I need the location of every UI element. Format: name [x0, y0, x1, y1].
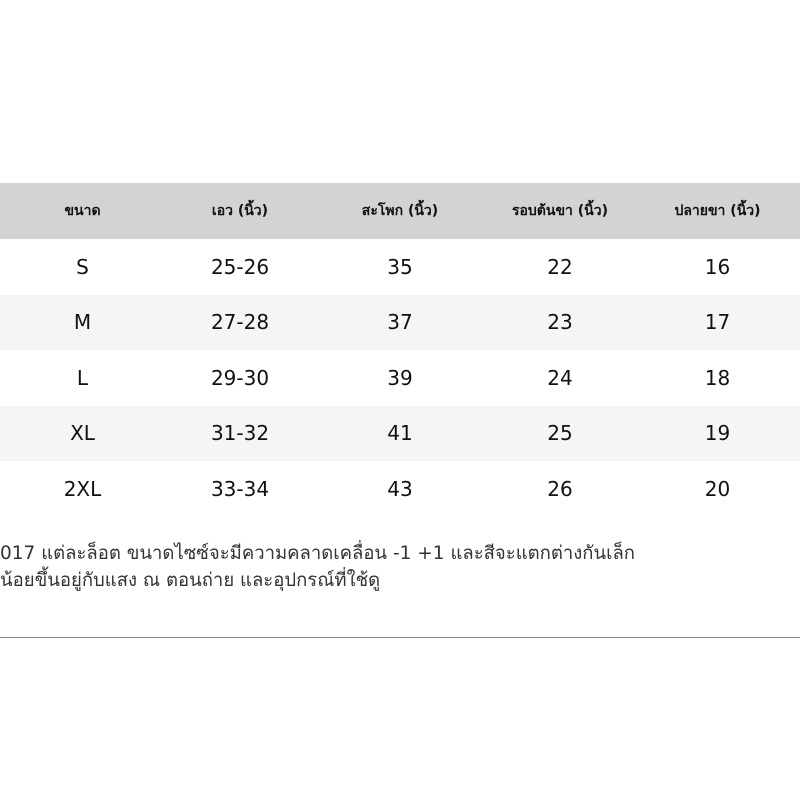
cell-thigh: 25 — [547, 421, 573, 446]
divider-line — [0, 637, 800, 638]
cell-hip: 35 — [387, 254, 413, 279]
cell-size: XL — [70, 421, 95, 446]
cell-waist: 25-26 — [210, 254, 270, 279]
cell-thigh: 26 — [547, 476, 573, 501]
header-size: ขนาด — [64, 203, 101, 219]
table-row — [0, 239, 800, 295]
header-leg-opening: ปลายขา (นิ้ว) — [674, 203, 761, 219]
cell-leg-opening: 19 — [704, 421, 731, 446]
table-row — [0, 350, 800, 406]
cell-hip: 39 — [387, 365, 413, 390]
cell-thigh: 22 — [547, 254, 573, 279]
header-waist: เอว (นิ้ว) — [211, 203, 269, 219]
table-header-row — [0, 183, 800, 239]
header-thigh: รอบต้นขา (นิ้ว) — [511, 203, 608, 219]
table-row — [0, 406, 800, 462]
cell-size: 2XL — [63, 476, 102, 501]
cell-leg-opening: 16 — [704, 254, 731, 279]
cell-thigh: 23 — [547, 310, 573, 335]
cell-size: M — [73, 310, 92, 335]
cell-leg-opening: 20 — [704, 476, 731, 501]
cell-leg-opening: 17 — [704, 310, 731, 335]
note-line-2: น้อยขึ้นอยู่กับแสง ณ ตอนถ่าย และอุปกรณ์ที่ใช้ดู — [0, 570, 381, 591]
cell-waist: 31-32 — [210, 421, 270, 446]
cell-hip: 41 — [387, 421, 413, 446]
table-row — [0, 461, 800, 517]
cell-size: L — [76, 365, 89, 390]
cell-thigh: 24 — [547, 365, 573, 390]
cell-waist: 27-28 — [210, 310, 270, 335]
header-hip: สะโพก (นิ้ว) — [361, 203, 439, 219]
cell-size: S — [76, 254, 89, 279]
size-tolerance-note — [0, 540, 800, 594]
cell-hip: 37 — [387, 310, 413, 335]
cell-leg-opening: 18 — [704, 365, 731, 390]
size-chart-table — [0, 183, 800, 517]
table-row — [0, 295, 800, 351]
cell-hip: 43 — [387, 476, 413, 501]
note-line-1: 017 แต่ละล็อต ขนาดไซซ์จะมีความคลาดเคลื่อน -1 +1 และสีจะแตกต่างกันเล็ก — [0, 543, 635, 564]
cell-waist: 33-34 — [210, 476, 270, 501]
cell-waist: 29-30 — [210, 365, 270, 390]
